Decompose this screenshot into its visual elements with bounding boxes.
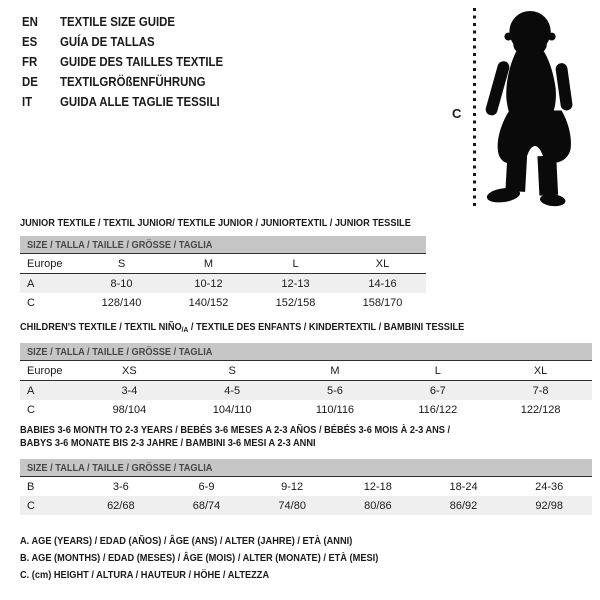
footnote-age-years: A. AGE (YEARS) / EDAD (AÑOS) / ÂGE (ANS) / ALTER (JAHRE) / ETÀ (ANNI) <box>20 535 353 547</box>
table-row <box>20 293 426 312</box>
lang-code-it: IT <box>22 94 33 109</box>
children-size-table <box>20 343 592 419</box>
lang-row-en <box>22 12 245 32</box>
header-size-l: L <box>434 364 441 377</box>
header-size-xl: XL <box>375 257 390 270</box>
cell-value: 14-16 <box>368 277 397 290</box>
lang-code-es: ES <box>22 34 38 49</box>
cell-value: 128/140 <box>101 296 142 309</box>
cell-value: 7-8 <box>532 384 549 397</box>
cell-value: 8-10 <box>110 277 133 290</box>
lang-code-fr: FR <box>22 54 38 69</box>
footnote-height: C. (cm) HEIGHT / ALTURA / HAUTEUR / HÖHE / ALTEZZA <box>20 569 270 581</box>
lang-title-es: GUÍA DE TALLAS <box>60 34 155 49</box>
cell-value: 122/128 <box>520 403 561 416</box>
cell-value: 3-4 <box>121 384 138 397</box>
cell-value: 86/92 <box>449 499 478 512</box>
cell-value: 10-12 <box>194 277 223 290</box>
lang-title-it: GUIDA ALLE TAGLIE TESSILI <box>60 94 220 109</box>
header-size-s: S <box>117 257 126 270</box>
lang-row-it <box>22 92 245 112</box>
lang-row-fr <box>22 52 245 72</box>
height-measure-dotted-line <box>473 8 476 209</box>
cell-value: 5-6 <box>327 384 343 397</box>
footnote-age-months: B. AGE (MONTHS) / EDAD (MESES) / ÂGE (MOIS) / ALTER (MONATE) / ETÀ (MESI) <box>20 552 379 564</box>
cell-value: 68/74 <box>192 499 221 512</box>
junior-table-title: JUNIOR TEXTILE / TEXTIL JUNIOR/ TEXTILE JUNIOR / JUNIORTEXTIL / JUNIOR TESSILE <box>20 217 411 229</box>
header-size-s: S <box>228 364 236 377</box>
cell-value: 152/158 <box>275 296 316 309</box>
row-label-a: A <box>27 277 35 290</box>
height-label-c: C <box>452 106 462 121</box>
row-label-c: C <box>27 499 35 512</box>
children-table-title: CHILDREN'S TEXTILE / TEXTIL $NIÑO_{/A}$ / TEXTILE DES ENFANTS / KINDERTEXTIL / BAMBINI TESSILE <box>20 321 465 334</box>
cell-value: 116/122 <box>418 403 458 416</box>
children-size-bar <box>20 343 592 361</box>
babies-size-table <box>20 459 592 515</box>
row-label-c: C <box>27 403 35 416</box>
cell-value: 6-9 <box>198 480 215 493</box>
lang-code-en: EN <box>22 14 38 29</box>
junior-size-table <box>20 236 426 312</box>
cell-value: 3-6 <box>112 480 129 493</box>
cell-value: 74/80 <box>278 499 306 512</box>
cell-value: 24-36 <box>535 480 564 493</box>
cell-value: 9-12 <box>281 480 304 493</box>
language-legend <box>22 12 245 112</box>
babies-table-title: BABIES 3-6 MONTH TO 2-3 YEARS / BEBÉS 3-6 MESES A 2-3 AÑOS / BÉBÉS 3-6 MOIS À 2-3 ANS / BABYS 3-6 MONATE BIS 2-3 JAHRE / BAMBINI 3-6 MESI A 2-3 ANNI <box>20 424 451 449</box>
children-header-row <box>20 361 592 381</box>
lang-code-de: DE <box>22 74 38 89</box>
header-size-m: M <box>203 257 214 270</box>
lang-row-es <box>22 32 245 52</box>
footnotes <box>20 533 427 584</box>
lang-title-en: TEXTILE SIZE GUIDE <box>60 14 176 29</box>
size-bar-label: SIZE / TALLA / TAILLE / GRÖSSE / TAGLIA <box>27 238 213 251</box>
babies-size-bar <box>20 459 592 477</box>
cell-value: 98/104 <box>112 403 147 416</box>
lang-title-de: TEXTILGRÖßENFÜHRUNG <box>60 74 206 89</box>
header-region: Europe <box>27 257 63 270</box>
header-size-l: L <box>292 257 299 270</box>
cell-value: 4-5 <box>224 384 241 397</box>
table-row <box>20 400 592 419</box>
cell-value: 62/68 <box>107 499 135 512</box>
lang-title-fr: GUIDE DES TAILLES TEXTILE <box>60 54 224 69</box>
table-row <box>20 477 592 496</box>
row-label-a: A <box>27 384 35 397</box>
lang-row-de <box>22 72 245 92</box>
cell-value: 6-7 <box>429 384 446 397</box>
junior-size-bar <box>20 236 426 254</box>
table-row <box>20 496 592 515</box>
cell-value: 80/86 <box>364 499 392 512</box>
header-region: Europe <box>27 364 63 377</box>
cell-value: 92/98 <box>535 499 563 512</box>
cell-value: 110/116 <box>315 403 355 416</box>
baby-silhouette <box>483 8 583 210</box>
size-bar-label: SIZE / TALLA / TAILLE / GRÖSSE / TAGLIA <box>27 345 213 358</box>
header-size-m: M <box>330 364 340 377</box>
junior-header-row <box>20 254 426 274</box>
cell-value: 12-13 <box>281 277 310 290</box>
row-label-c: C <box>27 296 35 309</box>
cell-value: 18-24 <box>449 480 478 493</box>
header-size-xs: XS <box>122 364 137 377</box>
cell-value: 140/152 <box>188 296 229 309</box>
table-row <box>20 381 592 400</box>
cell-value: 104/110 <box>212 403 252 416</box>
cell-value: 158/170 <box>362 296 403 309</box>
size-bar-label: SIZE / TALLA / TAILLE / GRÖSSE / TAGLIA <box>27 461 213 474</box>
header-size-xl: XL <box>533 364 548 377</box>
table-row <box>20 274 426 293</box>
cell-value: 12-18 <box>363 480 392 493</box>
row-label-b: B <box>27 480 35 493</box>
